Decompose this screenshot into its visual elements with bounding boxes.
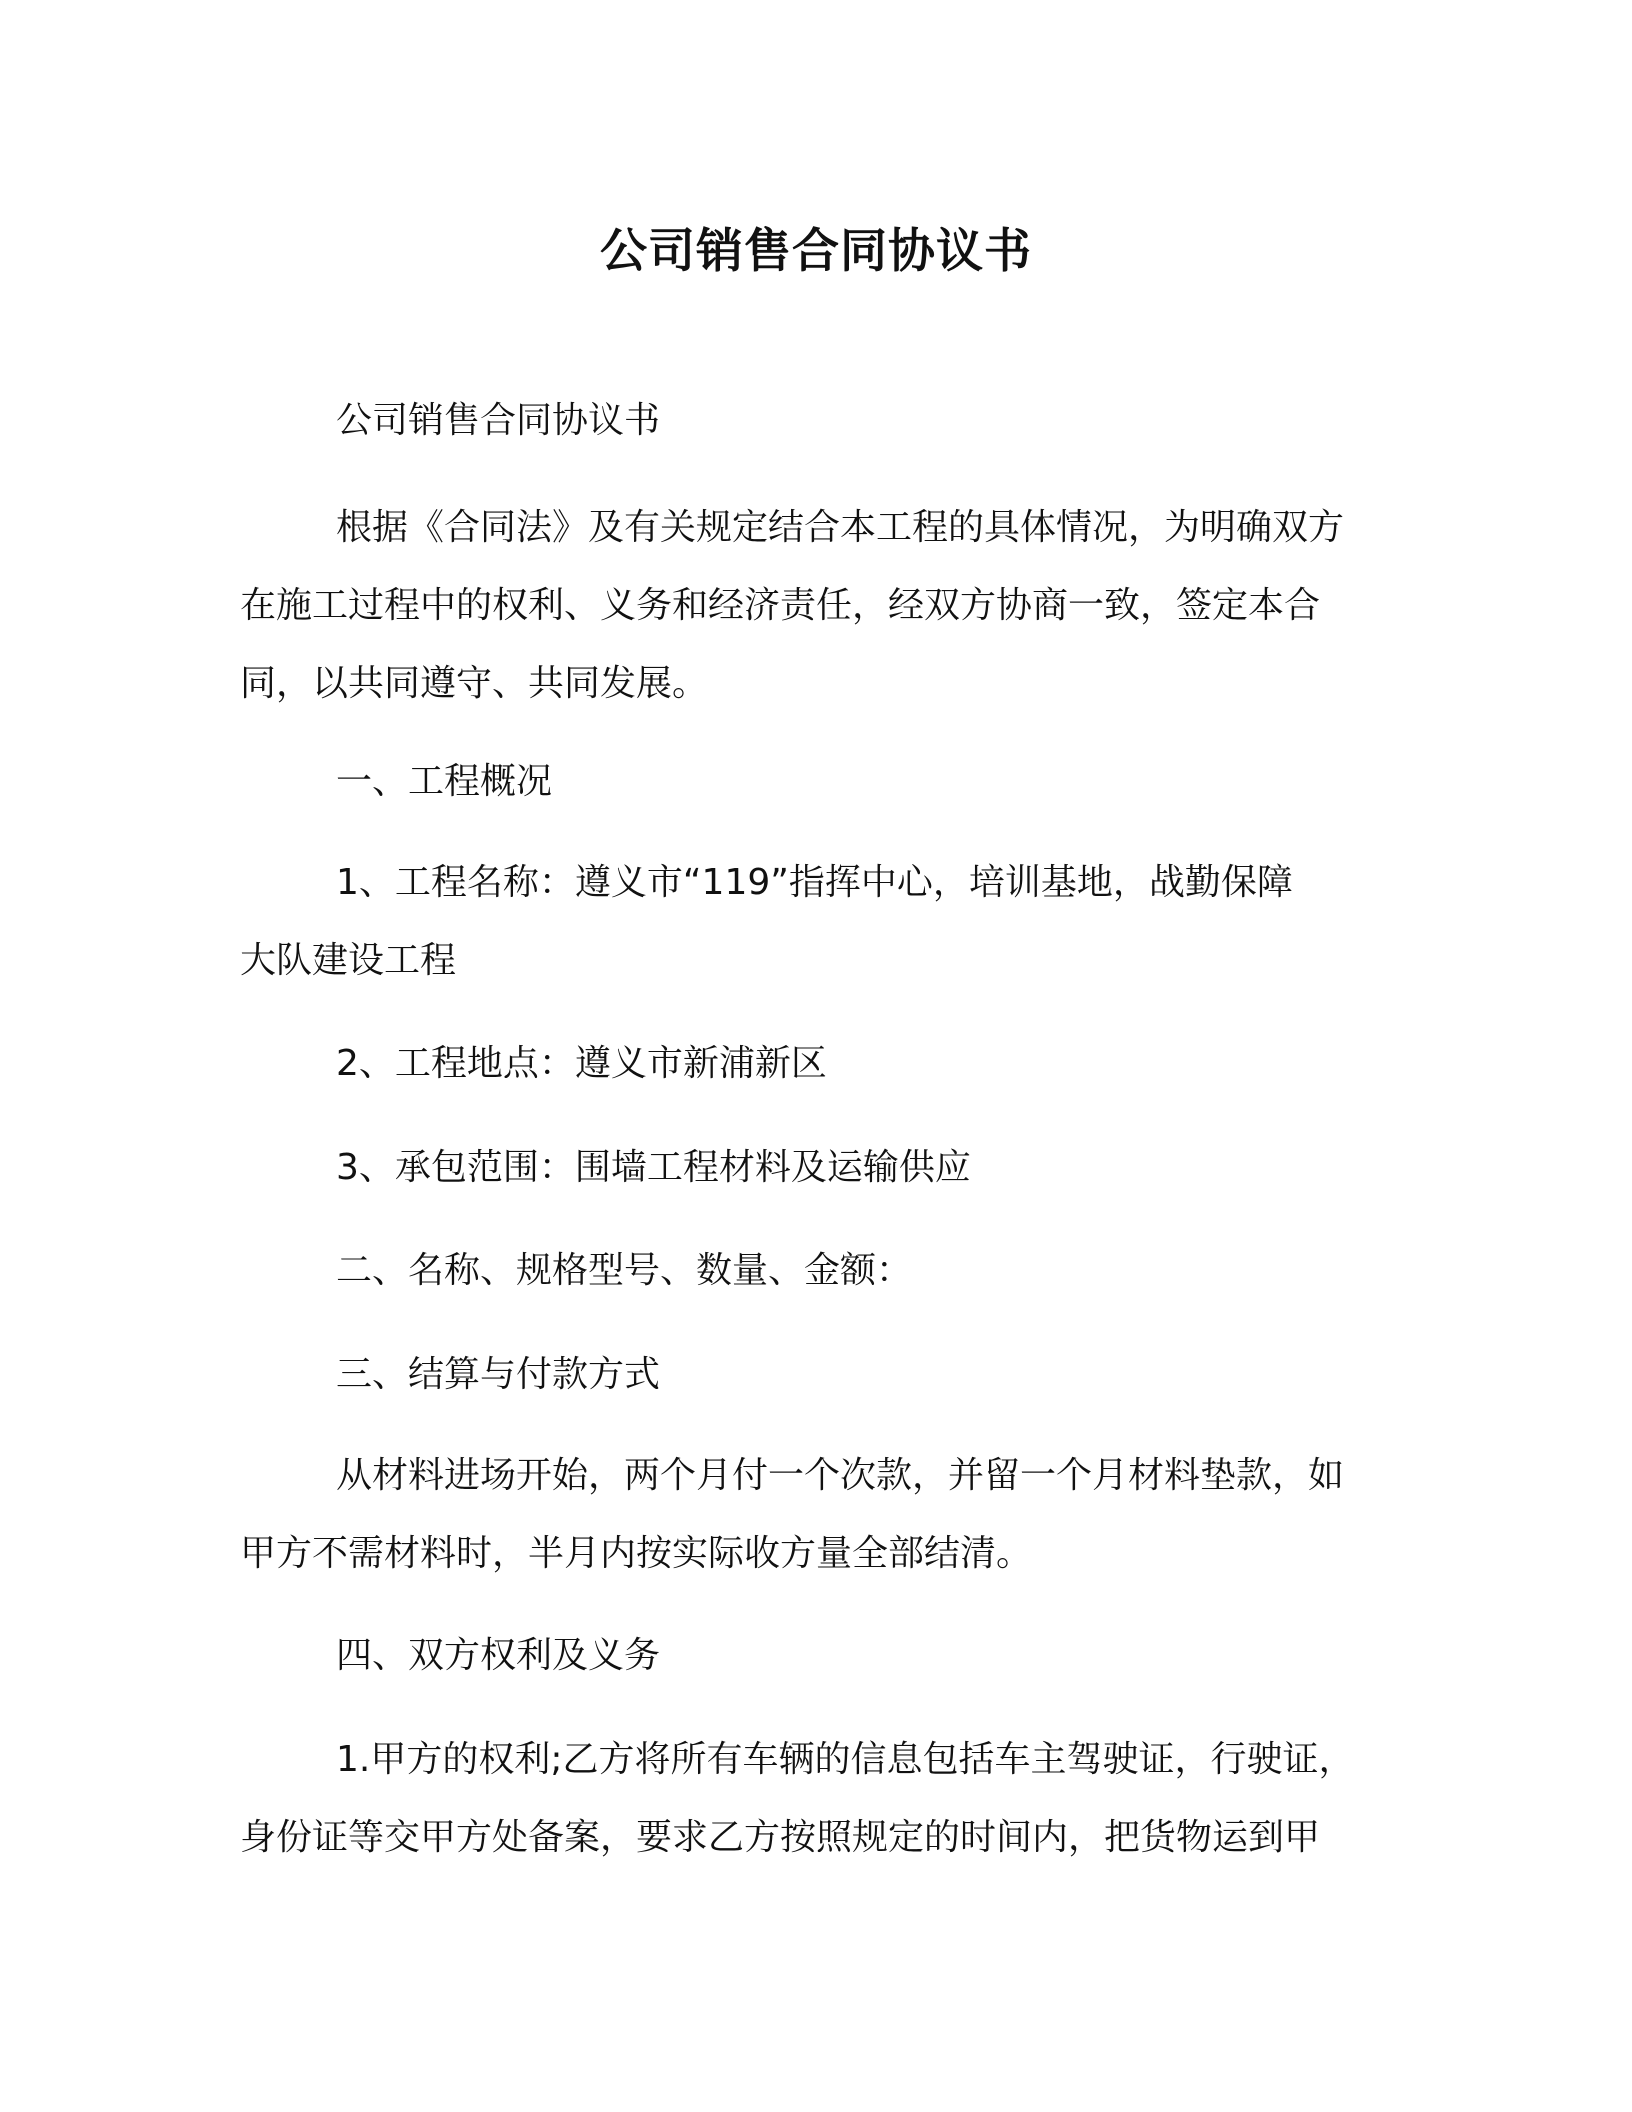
paragraph-line: 根据《合同法》及有关规定结合本工程的具体情况，为明确双方 — [336, 507, 1345, 548]
paragraph-line: 同，以共同遵守、共同发展。 — [240, 663, 709, 704]
section-heading-2 — [240, 1232, 1390, 1310]
paragraph-line: 四、双方权利及义务 — [336, 1635, 661, 1676]
paragraph-line: 身份证等交甲方处备案，要求乙方按照规定的时间内，把货物运到甲 — [240, 1817, 1321, 1858]
paragraph-line: 2、工程地点：遵义市新浦新区 — [336, 1043, 827, 1084]
section-heading-1 — [240, 743, 1390, 821]
document-title: 公司销售合同协议书 — [600, 224, 1032, 279]
paragraph-project-name — [240, 844, 1390, 1000]
paragraph-line: 3、承包范围：围墙工程材料及运输供应 — [336, 1147, 971, 1188]
section-heading-3 — [240, 1336, 1390, 1414]
paragraph-project-location — [240, 1025, 1390, 1103]
paragraph-line: 三、结算与付款方式 — [336, 1354, 661, 1395]
paragraph-line: 公司销售合同协议书 — [336, 400, 661, 441]
paragraph-line: 从材料进场开始，两个月付一个次款，并留一个月材料垫款，如 — [336, 1455, 1345, 1496]
paragraph-line: 一、工程概况 — [336, 761, 553, 802]
section-heading-4 — [240, 1617, 1390, 1695]
paragraph-party-a-rights — [240, 1721, 1390, 1877]
paragraph-preamble — [240, 489, 1390, 723]
paragraph-payment-terms — [240, 1437, 1390, 1593]
paragraph-contract-scope — [240, 1129, 1390, 1207]
paragraph-line: 大队建设工程 — [240, 940, 457, 981]
paragraph-line: 在施工过程中的权利、义务和经济责任，经双方协商一致，签定本合 — [240, 585, 1321, 626]
paragraph-heading-repeat — [240, 382, 1390, 460]
paragraph-line: 二、名称、规格型号、数量、金额： — [336, 1250, 913, 1291]
paragraph-line: 1.甲方的权利;乙方将所有车辆的信息包括车主驾驶证，行驶证， — [336, 1739, 1355, 1780]
paragraph-line: 1、工程名称：遵义市“119”指挥中心，培训基地，战勤保障 — [336, 862, 1293, 903]
paragraph-line: 甲方不需材料时，半月内按实际收方量全部结清。 — [240, 1533, 1033, 1574]
